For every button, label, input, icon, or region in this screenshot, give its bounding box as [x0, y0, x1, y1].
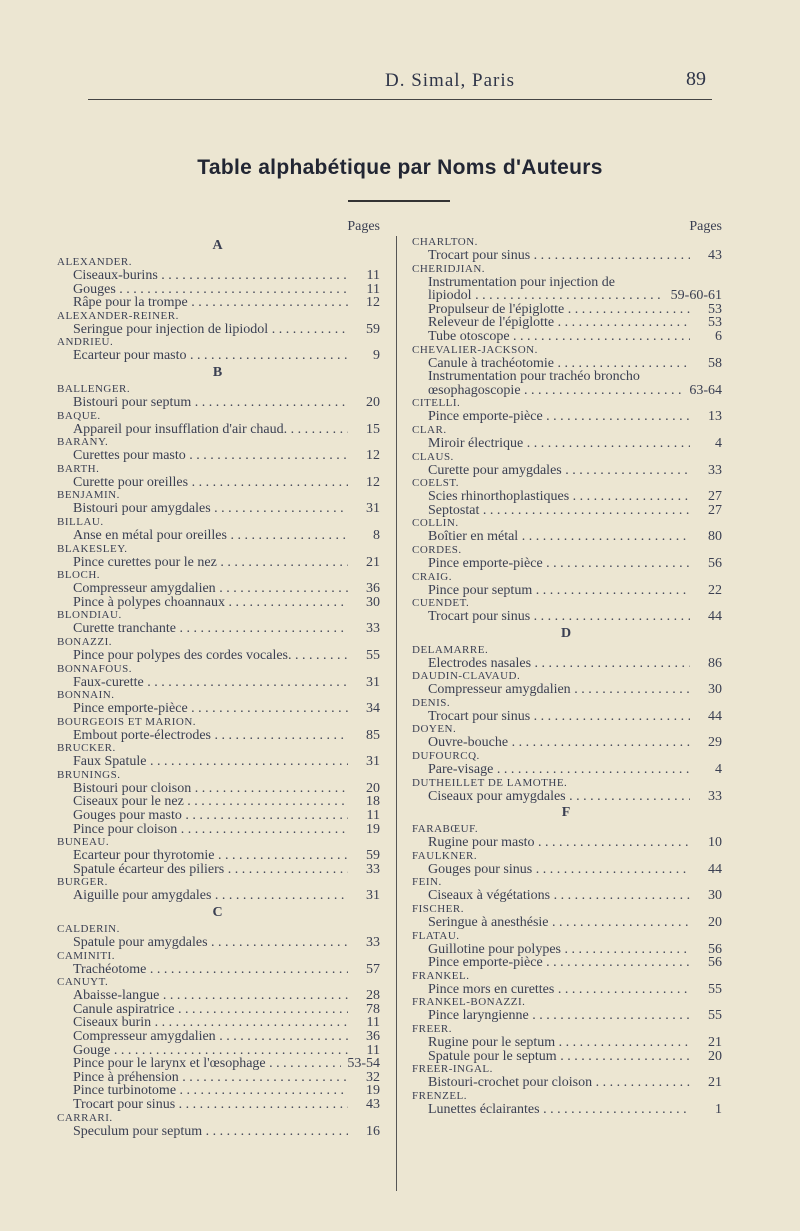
entry-label: Spatule écarteur des piliers . . .: [73, 863, 348, 877]
author-name: FREER.: [412, 1023, 452, 1035]
entry-label: Bistouri pour septum . . .: [73, 396, 348, 410]
entry-label: Pince emporte-pièce . . .: [428, 557, 690, 571]
entry-page: 58: [708, 355, 722, 371]
page-number: 89: [686, 68, 706, 90]
entry-page: 53: [708, 301, 722, 317]
entry-label: Bistouri-crochet pour cloison . . .: [428, 1076, 690, 1090]
entry-page: 13: [708, 409, 722, 425]
entry-page: 15: [366, 421, 380, 437]
entry-page: 12: [366, 448, 380, 464]
entry-page: 29: [708, 735, 722, 751]
author-name: FEIN.: [412, 876, 442, 889]
entry-label: Speculum pour septum . . .: [73, 1125, 348, 1139]
index-entry: [410, 1103, 722, 1117]
author-name: BOURGEOIS ET MARION.: [57, 715, 197, 728]
entry-label: Guillotine pour polypes . . .: [428, 943, 690, 957]
index-entry: [55, 269, 380, 283]
author-name: BILLAU.: [57, 515, 104, 528]
entry-page: 20: [708, 1048, 722, 1064]
entry-page: 36: [366, 1029, 380, 1044]
entry-label: Faux-curette . . .: [73, 676, 348, 690]
index-entry: [410, 584, 722, 598]
entry-label: Ciseaux burin . . .: [73, 1016, 348, 1030]
entry-label: Trocart pour sinus . . .: [73, 1098, 348, 1112]
entry-label: Gouges . . .: [73, 283, 348, 297]
author-name: BONNAIN.: [57, 689, 115, 702]
entry-page: 56: [708, 955, 722, 971]
entry-label: Canule aspiratrice . . .: [73, 1003, 348, 1017]
entry-label: Pince pour polypes des cordes vocales. . . .: [73, 649, 348, 663]
index-entry: [55, 676, 380, 690]
right-column: [410, 218, 722, 1116]
entry-label: Miroir électrique . . .: [428, 437, 690, 451]
entry-page: 20: [366, 780, 380, 796]
entry-page: 11: [366, 808, 380, 824]
index-entry: [55, 1084, 380, 1098]
entry-label: Ciseaux pour amygdales . . .: [428, 790, 690, 804]
entry-label: Trocart pour sinus . . .: [428, 710, 690, 724]
author-name: BENJAMIN.: [57, 489, 120, 502]
index-entry: [410, 889, 722, 903]
index-entry: [410, 249, 722, 263]
index-entry: [410, 1076, 722, 1090]
entry-label: Instrumentation pour trachéo broncho: [428, 370, 640, 384]
entry-page: 78: [366, 1001, 380, 1017]
entry-label: Abaisse-langue . . .: [73, 989, 348, 1003]
entry-page: 9: [373, 348, 380, 364]
entry-page: 22: [708, 582, 722, 598]
author-name: CARRARI.: [57, 1111, 113, 1124]
index-entry: [410, 683, 722, 697]
index-entry: [410, 384, 722, 398]
entry-page: 43: [366, 1096, 380, 1112]
entry-page: 80: [708, 529, 722, 545]
index-entry: [55, 283, 380, 297]
index-entry: [410, 1036, 722, 1050]
entry-label: Boîtier en métal . . .: [428, 530, 690, 544]
entry-page: 36: [366, 581, 380, 597]
author-name: FRENZEL.: [412, 1089, 468, 1102]
entry-label: Ciseaux à végétations . . .: [428, 889, 690, 903]
entry-page: 53-54: [347, 1056, 380, 1072]
author-name: BUNEAU.: [57, 836, 110, 849]
entry-label: Curette pour amygdales . . .: [428, 464, 690, 478]
entry-page: 11: [366, 268, 380, 283]
entry-page: 21: [708, 1035, 722, 1050]
index-entry: [410, 504, 722, 518]
entry-label: Gouge . . .: [73, 1044, 348, 1058]
section-letter: F: [561, 805, 571, 821]
entry-label: Pince pour cloison . . .: [73, 823, 348, 837]
index-entry: [410, 943, 722, 957]
index-entry: [410, 790, 722, 804]
author-name: CORDES.: [412, 543, 462, 556]
section-letter: D: [560, 625, 572, 641]
entry-label: Pince pour septum . . .: [428, 584, 690, 598]
entry-page: 30: [708, 682, 722, 698]
entry-label: Embout porte-électrodes . . .: [73, 729, 348, 743]
author-name: BAQUE.: [57, 409, 101, 422]
index-entry: [55, 1016, 380, 1030]
author-name: CRAIG.: [412, 570, 452, 583]
index-entry: [410, 1009, 722, 1023]
entry-label: Pince à préhension . . .: [73, 1071, 348, 1085]
pages-header: Pages: [689, 219, 722, 234]
author-name: BRUNINGS.: [57, 768, 121, 781]
author-name: CLAUS.: [412, 450, 454, 463]
index-entry: [55, 449, 380, 463]
entry-page: 31: [366, 888, 380, 904]
entry-page: 30: [366, 594, 380, 610]
author-name: BARTH.: [57, 462, 100, 475]
entry-label: Canule à trachéotomie . . .: [428, 357, 690, 371]
index-entry: [410, 276, 722, 290]
entry-page: 53: [708, 315, 722, 331]
index-entry: [410, 303, 722, 317]
author-name: CAMINITI.: [57, 949, 115, 962]
pages-header: Pages: [347, 219, 380, 234]
author-name: DUTHEILLET DE LAMOTHE.: [412, 776, 568, 789]
index-entry: [55, 782, 380, 796]
index-entry: [55, 1071, 380, 1085]
entry-label: Pince curettes pour le nez . . .: [73, 556, 348, 570]
index-entry: [55, 556, 380, 570]
author-name: FLATAU.: [412, 929, 460, 942]
entry-page: 30: [708, 888, 722, 904]
section-letter: A: [212, 238, 223, 253]
entry-page: 18: [366, 794, 380, 810]
index-entry: [55, 1044, 380, 1058]
entry-page: 6: [715, 328, 722, 344]
entry-label: œsophagoscopie . . .: [428, 384, 683, 398]
page-title: Table alphabétique par Noms d'Auteurs: [197, 156, 603, 179]
entry-page: 44: [708, 861, 722, 877]
author-name: CLAR.: [412, 423, 447, 436]
index-entry: [410, 836, 722, 850]
index-entry: [410, 863, 722, 877]
entry-page: 11: [366, 1015, 380, 1031]
index-entry: [55, 423, 380, 437]
index-entry: [410, 357, 722, 371]
entry-label: Pince emporte-pièce . . .: [73, 702, 348, 716]
entry-label: Râpe pour la trompe . . .: [73, 296, 348, 310]
entry-label: Curette pour oreilles . . .: [73, 476, 348, 490]
entry-page: 59: [366, 848, 380, 864]
index-entry: [55, 863, 380, 877]
entry-label: Pince turbinotome . . .: [73, 1084, 348, 1098]
entry-page: 59: [366, 321, 380, 337]
index-entry: [55, 889, 380, 903]
entry-page: 34: [366, 701, 380, 717]
index-entry: [55, 502, 380, 516]
index-entry: [55, 823, 380, 837]
section-letter: C: [212, 905, 223, 921]
author-name: ANDRIEU.: [57, 336, 114, 349]
entry-label: lipiodol . . .: [428, 289, 665, 303]
entry-label: Bistouri pour cloison . . .: [73, 782, 348, 796]
index-entry: [55, 649, 380, 663]
index-entry: [410, 610, 722, 624]
entry-label: Tube otoscope . . .: [428, 330, 690, 344]
author-name: BRUCKER.: [57, 742, 116, 755]
index-entry: [55, 296, 380, 310]
entry-label: Electrodes nasales . . .: [428, 657, 690, 671]
index-entry: [410, 983, 722, 997]
entry-page: 56: [708, 555, 722, 571]
index-entry: [55, 1057, 380, 1071]
entry-page: 19: [366, 821, 380, 837]
index-entry: [410, 437, 722, 451]
index-entry: [55, 1030, 380, 1044]
section-letter: B: [212, 364, 223, 380]
entry-label: Faux Spatule . . .: [73, 755, 348, 769]
entry-page: 85: [366, 727, 380, 743]
entry-label: Spatule pour amygdales . . .: [73, 936, 348, 950]
author-name: FRANKEL-BONAZZI.: [412, 996, 526, 1009]
header-rule: [88, 99, 712, 100]
entry-label: Pince à polypes choannaux . . .: [73, 596, 348, 610]
entry-page: 1: [715, 1101, 722, 1117]
entry-label: Pince laryngienne . . .: [428, 1009, 690, 1023]
entry-page: 11: [366, 281, 380, 297]
index-entry: [410, 1050, 722, 1064]
entry-label: Curette tranchante . . .: [73, 622, 348, 636]
entry-page: [690, 276, 722, 290]
author-name: CHERIDJIAN.: [412, 262, 486, 275]
index-entry: [55, 396, 380, 410]
author-name: CANUYT.: [57, 976, 109, 989]
index-entry: [410, 736, 722, 750]
entry-label: Bistouri pour amygdales . . .: [73, 502, 348, 516]
index-entry: [410, 490, 722, 504]
author-name: CUENDET.: [412, 597, 470, 610]
entry-page: 63-64: [689, 382, 722, 398]
entry-page: 28: [366, 988, 380, 1004]
entry-label: Anse en métal pour oreilles . . .: [73, 529, 348, 543]
entry-label: Rugine pour le septum . . .: [428, 1036, 690, 1050]
index-entry: [410, 557, 722, 571]
running-header: D. Simal, Paris: [384, 70, 516, 91]
entry-page: 11: [366, 1042, 380, 1058]
entry-label: Pince emporte-pièce . . .: [428, 956, 690, 970]
author-name: DELAMARRE.: [412, 643, 489, 656]
author-name: DOYEN.: [412, 723, 457, 736]
entry-label: Pince mors en curettes . . .: [428, 983, 690, 997]
author-name: DAUDIN-CLAVAUD.: [412, 670, 521, 683]
index-entry: [410, 530, 722, 544]
entry-label: Pince emporte-pièce . . .: [428, 410, 690, 424]
index-entry: [55, 622, 380, 636]
entry-label: Propulseur de l'épiglotte . . .: [428, 303, 690, 317]
entry-page: 27: [708, 489, 722, 505]
entry-page: 55: [366, 647, 380, 663]
index-entry: [55, 989, 380, 1003]
entry-label: Pince pour le larynx et l'œsophage . . .: [73, 1057, 341, 1071]
entry-label: Lunettes éclairantes . . .: [428, 1103, 690, 1117]
index-entry: [55, 349, 380, 363]
entry-page: 33: [708, 788, 722, 804]
entry-page: 20: [708, 915, 722, 931]
entry-page: 86: [708, 655, 722, 671]
entry-page: 20: [366, 394, 380, 410]
index-entry: [410, 916, 722, 930]
index-entry: [55, 1125, 380, 1139]
entry-label: Écarteur pour masto . . .: [73, 349, 348, 363]
entry-page: 4: [715, 762, 722, 778]
entry-page: 21: [708, 1075, 722, 1091]
entry-label: Ciseaux pour le nez . . .: [73, 795, 348, 809]
index-entry: [410, 410, 722, 424]
author-name: BONNAFOUS.: [57, 662, 132, 675]
entry-label: Curettes pour masto . . .: [73, 449, 348, 463]
entry-page: 19: [366, 1083, 380, 1099]
entry-label: Trocart pour sinus . . .: [428, 610, 690, 624]
index-entry: [410, 763, 722, 777]
entry-page: 27: [708, 502, 722, 518]
author-name: BURGER.: [57, 876, 108, 889]
index-entry: [55, 596, 380, 610]
entry-label: Rugine pour masto . . .: [428, 836, 690, 850]
entry-label: Aiguille pour amygdales . . .: [73, 889, 348, 903]
entry-label: Trocart pour sinus . . .: [428, 249, 690, 263]
entry-label: Pare-visage . . .: [428, 763, 690, 777]
index-entry: [410, 464, 722, 478]
entry-label: Scies rhinorthoplastiques . . .: [428, 490, 690, 504]
index-entry: [55, 809, 380, 823]
author-name: FRANKEL.: [412, 969, 470, 982]
author-name: DENIS.: [412, 696, 451, 709]
entry-label: Seringue pour injection de lipiodol . . .: [73, 323, 348, 337]
index-entry: [410, 370, 722, 384]
entry-page: 32: [366, 1069, 380, 1085]
entry-page: 31: [366, 501, 380, 517]
entry-label: Compresseur amygdalien . . .: [73, 1030, 348, 1044]
author-name: BONAZZI.: [57, 635, 113, 648]
entry-page: 10: [708, 835, 722, 851]
entry-page: 55: [708, 1008, 722, 1024]
entry-page: [690, 370, 722, 384]
entry-page: 12: [366, 295, 380, 311]
entry-page: 21: [366, 554, 380, 570]
entry-label: Septostat . . .: [428, 504, 690, 518]
author-name: BARANY.: [57, 436, 109, 449]
author-name: CHARLTON.: [412, 236, 478, 248]
title-rule: [348, 200, 450, 202]
entry-label: Instrumentation pour injection de: [428, 275, 616, 290]
entry-page: 31: [366, 754, 380, 770]
entry-label: Appareil pour insufflation d'air chaud. . . .: [73, 423, 348, 437]
author-name: BLOCH.: [57, 569, 101, 582]
index-entry: [55, 963, 380, 977]
index-entry: [55, 1098, 380, 1112]
index-entry: [55, 729, 380, 743]
entry-page: 44: [708, 708, 722, 724]
index-entry: [410, 330, 722, 344]
entry-label: Gouges pour masto . . .: [73, 809, 348, 823]
entry-page: 4: [715, 435, 722, 451]
entry-label: Ouvre-bouche . . .: [428, 736, 690, 750]
entry-page: 12: [366, 474, 380, 490]
index-entry: [410, 710, 722, 724]
index-entry: [55, 702, 380, 716]
entry-page: 33: [366, 861, 380, 877]
author-name: COLLIN.: [412, 517, 459, 530]
author-name: CITELLI.: [412, 397, 461, 410]
entry-label: Ciseaux-burins . . .: [73, 269, 348, 283]
entry-label: Gouges pour sinus . . .: [428, 863, 690, 877]
author-name: ALEXANDER-REINER.: [57, 309, 179, 322]
entry-label: Spatule pour le septum . . .: [428, 1050, 690, 1064]
entry-label: Releveur de l'épiglotte . . .: [428, 316, 690, 330]
entry-page: 8: [373, 527, 380, 543]
author-name: CHEVALIER-JACKSON.: [412, 343, 538, 356]
index-entry: [55, 582, 380, 596]
author-name: CALDERIN.: [57, 923, 120, 936]
entry-page: 55: [708, 981, 722, 997]
index-entry: [410, 956, 722, 970]
left-column: [55, 218, 380, 1138]
entry-label: Trachéotome . . .: [73, 963, 348, 977]
author-name: FAULKNER.: [412, 849, 478, 862]
column-divider: [396, 236, 397, 1191]
entry-label: Seringue à anesthésie . . .: [428, 916, 690, 930]
index-entry: [55, 529, 380, 543]
entry-page: 33: [366, 935, 380, 951]
entry-page: 57: [366, 961, 380, 977]
author-name: COELST.: [412, 477, 459, 490]
author-name: DUFOURCQ.: [412, 750, 480, 763]
entry-page: 31: [366, 674, 380, 690]
entry-page: 33: [366, 621, 380, 637]
index-entry: [55, 849, 380, 863]
entry-page: 44: [708, 609, 722, 625]
entry-page: 56: [708, 941, 722, 957]
entry-page: 33: [708, 462, 722, 478]
entry-label: Écarteur pour thyrotomie . . .: [73, 849, 348, 863]
entry-page: 16: [366, 1123, 380, 1139]
author-name: BALLENGER.: [57, 382, 131, 395]
entry-label: Compresseur amygdalien . . .: [428, 683, 690, 697]
index-entry: [55, 755, 380, 769]
index-entry: [55, 1003, 380, 1017]
index-entry: [410, 657, 722, 671]
index-entry: [55, 476, 380, 490]
entry-page: 59-60-61: [670, 288, 722, 304]
author-name: ALEXANDER.: [57, 256, 132, 268]
index-entry: [410, 316, 722, 330]
author-name: BLONDIAU.: [57, 609, 122, 622]
index-entry: [55, 795, 380, 809]
author-name: FISCHER.: [412, 903, 464, 916]
author-name: FREER-INGAL.: [412, 1063, 493, 1076]
entry-page: 43: [708, 248, 722, 263]
index-entry: [410, 289, 722, 303]
index-entry: [55, 936, 380, 950]
index-entry: [55, 323, 380, 337]
author-name: FARABŒUF.: [412, 823, 479, 836]
entry-label: Compresseur amygdalien . . .: [73, 582, 348, 596]
author-name: BLAKESLEY.: [57, 542, 128, 555]
